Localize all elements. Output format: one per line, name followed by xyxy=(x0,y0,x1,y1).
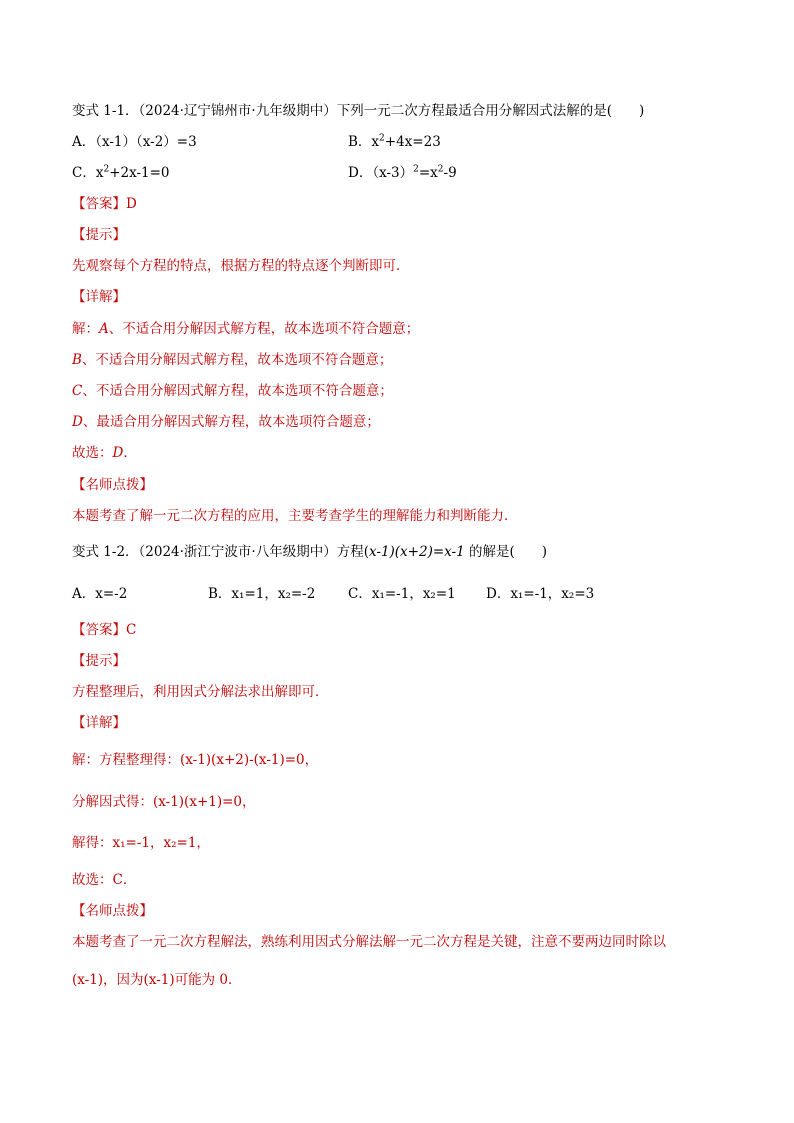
q1-hint-text: 先观察每个方程的特点，根据方程的特点逐个判断即可． xyxy=(72,258,410,274)
q1-option-d: D．$(x-3)^2=x^2-9$ xyxy=(348,164,457,181)
q2-detail-line-1: 解：方程整理得：(x-1)(x+2)-(x-1)=0， xyxy=(72,752,319,768)
q2-option-d: D．x₁=-1，x₂=3 xyxy=(486,586,595,602)
q1-detail-line-1: 解：A、不适合用分解因式解方程，故本选项不符合题意； xyxy=(72,321,420,337)
q1-answer: 【答案】D xyxy=(72,196,137,212)
q2-teacher-text-1: 本题考查了一元二次方程解法，熟练利用因式分解法解一元二次方程是关键，注意不要两边同时除以 xyxy=(72,934,666,950)
q1-option-a: A．（x-1）（x-2）=3 xyxy=(72,134,197,150)
q1-teacher-text: 本题考查了解一元二次方程的应用，主要考查学生的理解能力和判断能力． xyxy=(72,508,518,524)
q1-hint-heading: 【提示】 xyxy=(72,227,126,243)
question-1-1-stem: 变式 1-1．（2024·辽宁锦州市·九年级期中）下列一元二次方程最适合用分解因式法解的是( ) xyxy=(72,103,645,119)
q1-choose-line: 故选：D． xyxy=(72,445,137,461)
q1-teacher-heading: 【名师点拨】 xyxy=(72,477,153,493)
q2-detail-heading: 【详解】 xyxy=(72,715,126,731)
q1-option-b: B．$x^2+4x=23$ xyxy=(348,133,441,150)
question-1-2-stem: 变式 1-2．（2024·浙江宁波市·八年级期中）方程(x-1)(x+2)=x-1 的解是( ) xyxy=(72,544,548,560)
q2-hint-text: 方程整理后，利用因式分解法求出解即可． xyxy=(72,684,329,700)
q1-detail-line-4: D、最适合用分解因式解方程，故本选项符合题意； xyxy=(72,414,380,430)
q2-hint-heading: 【提示】 xyxy=(72,653,126,669)
q1-detail-heading: 【详解】 xyxy=(72,289,126,305)
q2-detail-line-4: 故选：C． xyxy=(72,872,137,888)
q1-option-c: C．$x^2+2x-1=0$ xyxy=(72,164,170,181)
q2-option-c: C．x₁=-1，x₂=1 xyxy=(348,586,456,602)
q1-detail-line-3: C、不适合用分解因式解方程，故本选项不符合题意； xyxy=(72,383,393,399)
q2-option-b: B．x₁=1，x₂=-2 xyxy=(208,586,316,602)
q2-teacher-text-2: (x-1)，因为(x-1)可能为 0． xyxy=(72,972,242,988)
q1-detail-line-2: B、不适合用分解因式解方程，故本选项不符合题意； xyxy=(72,352,393,368)
q2-teacher-heading: 【名师点拨】 xyxy=(72,903,153,919)
q2-option-a: A．x=-2 xyxy=(72,586,128,602)
q2-detail-line-2: 分解因式得：(x-1)(x+1)=0， xyxy=(72,794,256,810)
q2-answer: 【答案】C xyxy=(72,622,137,638)
q2-detail-line-3: 解得：x₁=-1，x₂=1， xyxy=(72,835,210,851)
